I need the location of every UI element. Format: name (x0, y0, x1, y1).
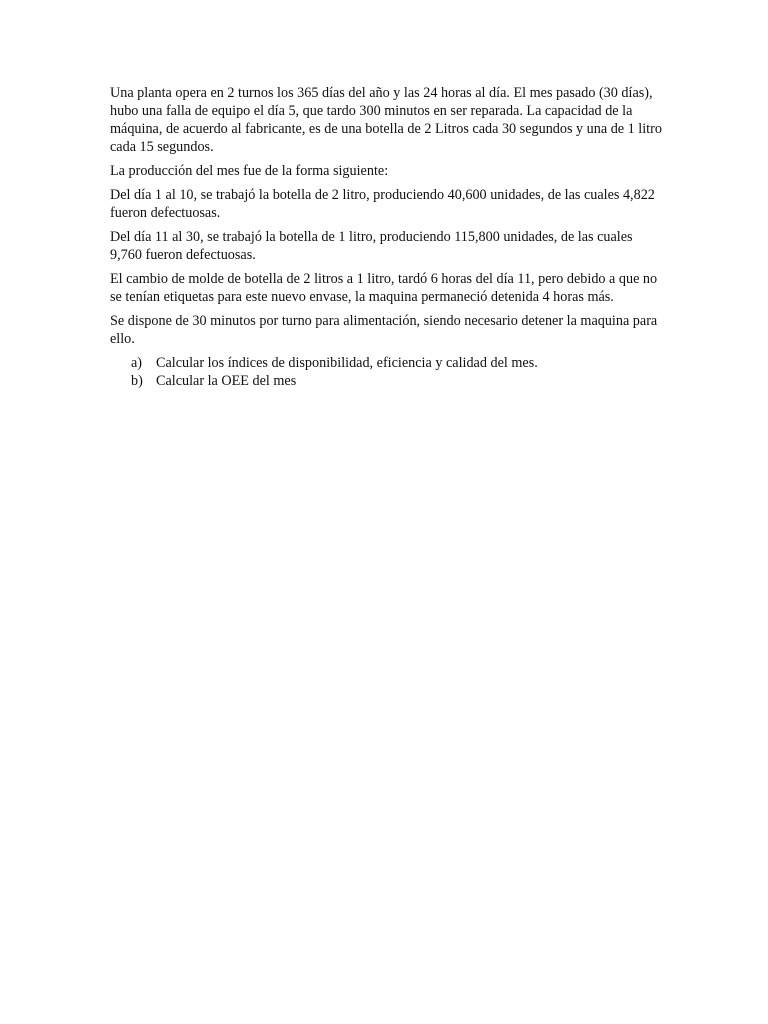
questions-list (110, 354, 662, 390)
question-text: Calcular la OEE del mes (156, 373, 297, 389)
question-text: Calcular los índices de disponibilidad, eficiencia y calidad del mes. (156, 355, 538, 371)
paragraph-plant-description: Una planta opera en 2 turnos los 365 días del año y las 24 horas al día. El mes pasado (30 días), hubo una falla de equipo el día 5, que tardo 300 minutos en ser reparada. La capacidad de la máquina, de acuerdo al fabricante, es de una botella de 2 Litros cada 30 segundos y una de 1 litro cada 15 segundos. (110, 85, 662, 155)
paragraph-production-intro: La producción del mes fue de la forma siguiente: (110, 163, 389, 179)
list-item (110, 372, 662, 390)
paragraph-production-2l: Del día 1 al 10, se trabajó la botella de 2 litro, produciendo 40,600 unidades, de las cuales 4,822 fueron defectuosas. (110, 187, 655, 221)
paragraph-mold-change: El cambio de molde de botella de 2 litros a 1 litro, tardó 6 horas del día 11, pero debido a que no se tenían etiquetas para este nuevo envase, la maquina permaneció detenida 4 horas más. (110, 271, 658, 305)
paragraph-meal-breaks: Se dispone de 30 minutos por turno para alimentación, siendo necesario detener la maquina para ello. (110, 313, 658, 347)
paragraph-production-1l: Del día 11 al 30, se trabajó la botella de 1 litro, produciendo 115,800 unidades, de las cuales 9,760 fueron defectuosas. (110, 229, 633, 263)
document-page (110, 84, 662, 390)
list-marker: a) (131, 355, 143, 371)
list-marker: b) (131, 373, 143, 389)
list-item (110, 354, 662, 372)
